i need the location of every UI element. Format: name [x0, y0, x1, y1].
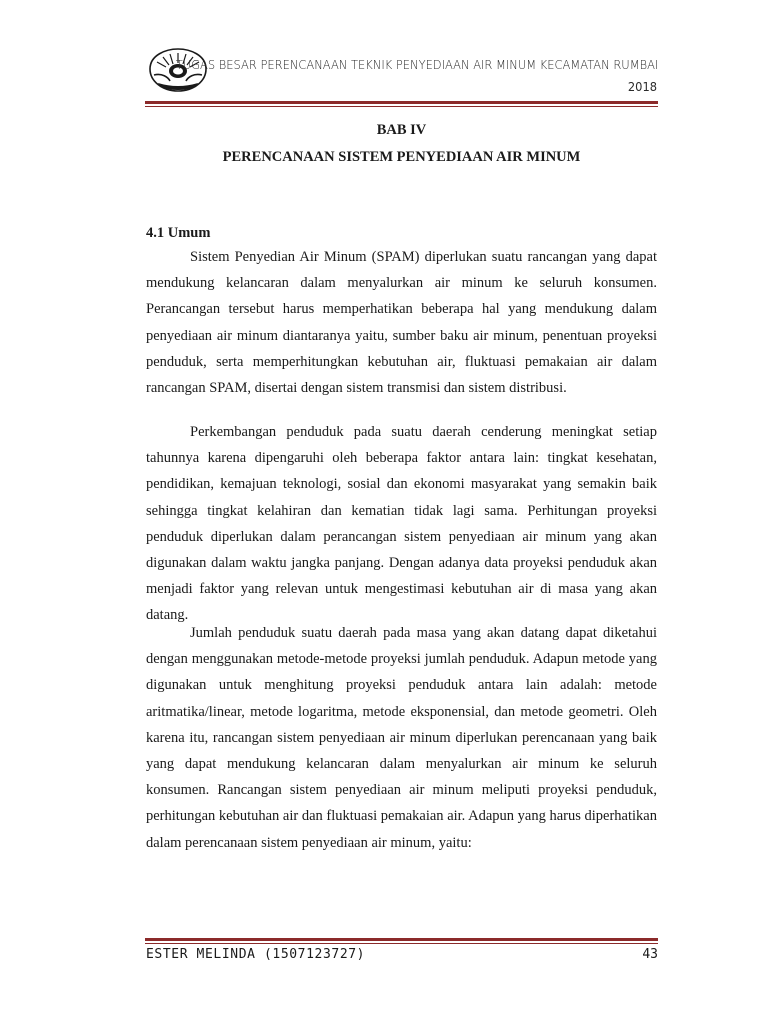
- header-title: TUGAS BESAR PERENCANAAN TEKNIK PENYEDIAAN AIR MINUM KECAMATAN RUMBAI: [175, 58, 658, 72]
- page-number: 43: [642, 947, 658, 962]
- section-heading: 4.1 Umum: [146, 225, 211, 241]
- paragraph: Perkembangan penduduk pada suatu daerah cenderung meningkat setiap tahunnya karena dipengaruhi oleh beberapa faktor antara lain: tingkat kesehatan, pendidikan, kemajuan teknologi, sosial dan ekonomi masyarakat yang semakin baik sehingga tingkat kelahiran dan kematian tidak lagi sama. Perhitungan proyeksi penduduk diperlukan dalam perancangan sistem penyediaan air minum yang akan digunakan dalam waktu jangka panjang. Dengan adanya data proyeksi penduduk akan menjadi faktor yang relevan untuk mengestimasi kebutuhan air di masa yang akan datang.: [146, 424, 657, 624]
- paragraph: Jumlah penduduk suatu daerah pada masa yang akan datang dapat diketahui dengan menggunakan metode-metode proyeksi jumlah penduduk. Adapun metode yang digunakan untuk menghitung proyeksi penduduk antara lain adalah: metode aritmatika/linear, metode logaritma, metode eksponensial, dan metode geometri. Oleh karena itu, rancangan sistem penyediaan air minum diperlukan perencanaan yang baik yang dapat mendukung kelancaran dalam menyalurkan air minum ke seluruh konsumen. Rancangan sistem penyediaan air minum meliputi proyeksi penduduk, perhitungan kebutuhan air dan fluktuasi pemakaian air. Adapun yang harus diperhatikan dalam perencanaan sistem penyediaan air minum, yaitu:: [146, 625, 657, 851]
- footer-divider-thin: [145, 943, 658, 944]
- header-divider-thin: [145, 106, 658, 107]
- chapter-number: BAB IV: [376, 122, 427, 138]
- paragraph: Sistem Penyedian Air Minum (SPAM) diperlukan suatu rancangan yang dapat mendukung kelancaran dalam menyalurkan air minum ke seluruh konsumen. Perancangan tersebut harus memperhatikan beberapa hal yang mendukung dalam penyediaan air minum diantaranya yaitu, sumber baku air minum, penentuan proyeksi penduduk, serta memperhitungkan kebutuhan air, fluktuasi pemakaian air dalam rancangan SPAM, disertai dengan sistem transmisi dan sistem distribusi.: [146, 249, 657, 397]
- chapter-title: PERENCANAAN SISTEM PENYEDIAAN AIR MINUM: [222, 149, 581, 165]
- header-divider: [145, 101, 658, 104]
- footer-author: ESTER MELINDA (1507123727): [146, 947, 366, 962]
- header-year: 2018: [627, 80, 657, 94]
- footer-divider: [145, 938, 658, 941]
